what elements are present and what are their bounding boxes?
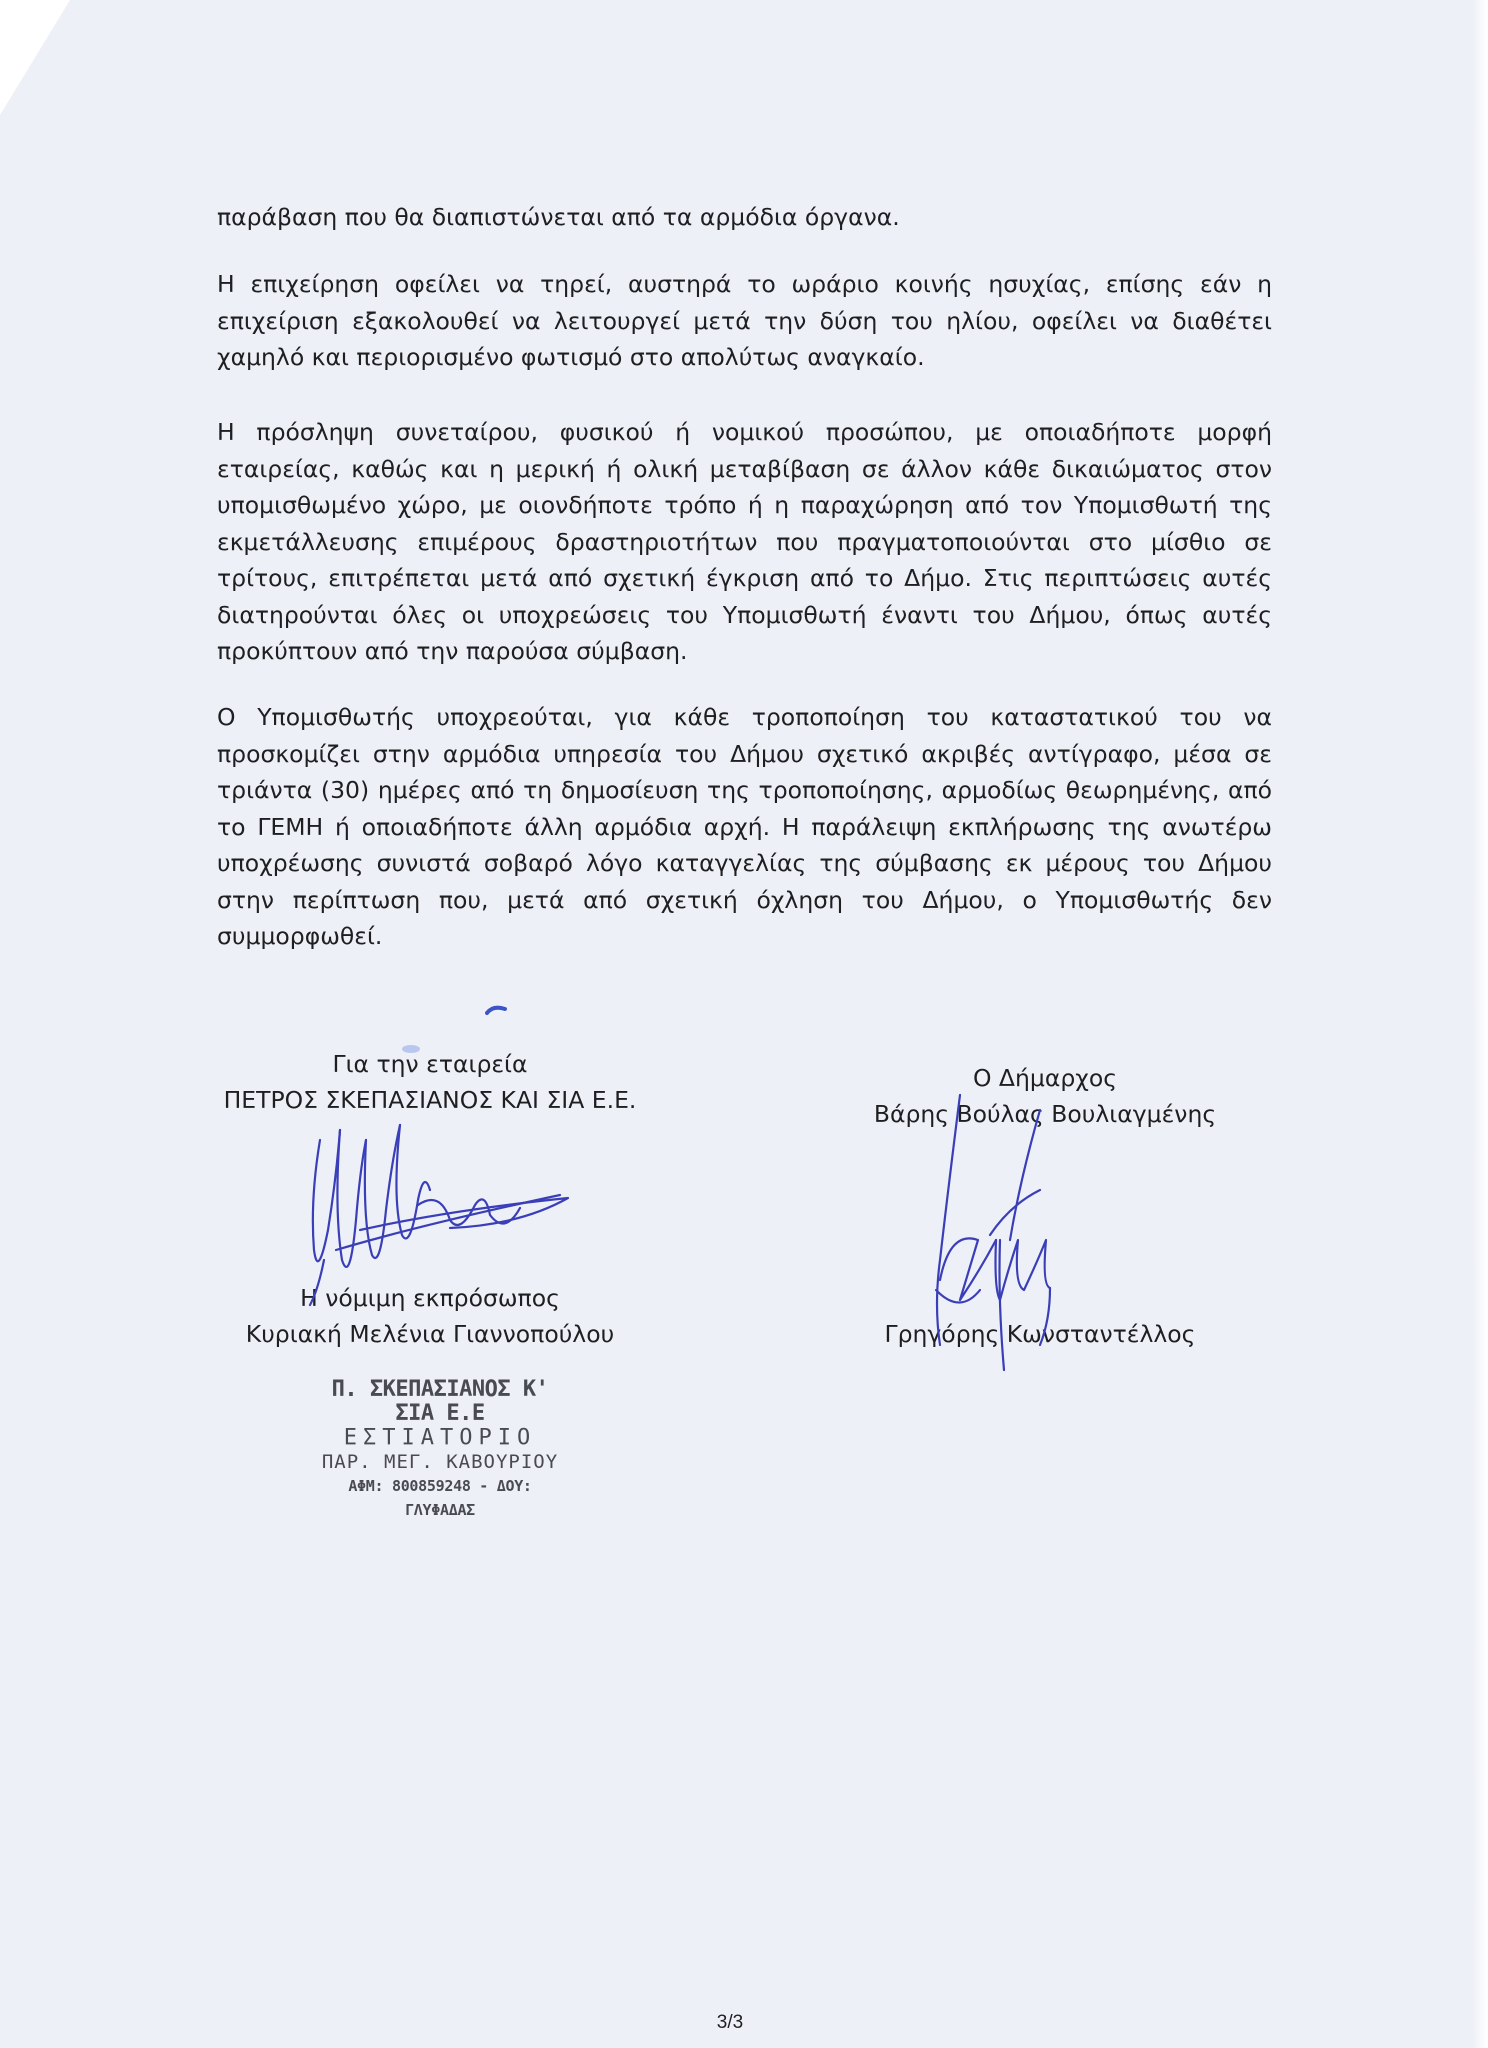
right-role: Ο Δήμαρχος bbox=[972, 1064, 1118, 1092]
paragraph-1: παράβαση που θα διαπιστώνεται από τα αρμόδια όργανα. bbox=[217, 203, 900, 231]
stamp-line-1: Π. ΣΚΕΠΑΣΙΑΝΟΣ Κ' ΣΙΑ Ε.Ε bbox=[331, 1377, 549, 1426]
right-name: Γρηγόρης Κωνσταντέλλος bbox=[884, 1320, 1196, 1348]
left-name: Κυριακή Μελένια Γιαννοπούλου bbox=[245, 1320, 615, 1348]
paragraph-2: Η επιχείρηση οφείλει να τηρεί, αυστηρά το ωράριο κοινής ησυχίας, επίσης εάν η επιχείριση εξακολουθεί να λειτουργεί μετά την δύση του ηλίου, οφείλει να διαθέτει χαμηλό και περιορισμένο φωτισμό στο απολύτως αναγκαίο. bbox=[217, 270, 1272, 371]
stamp-line-3: ΠΑΡ. ΜΕΓ. ΚΑΒΟΥΡΙΟΥ bbox=[321, 1451, 559, 1473]
paragraph-3: Η πρόσληψη συνεταίρου, φυσικού ή νομικού προσώπου, με οποιαδήποτε μορφή εταιρείας, καθώς και η μερική ή ολική μεταβίβαση σε άλλον κάθε δικαιώματος στον υπομισθωμένο χώρο, με οιονδήποτε τρόπο ή η παραχώρηση από τον Υπομισθωτή της εκμετάλλευσης επιμέρους δραστηριοτήτων που πραγματοποιούνται στο μίσθιο σε τρίτους, επιτρέπεται μετά από σχετική έγκριση από το Δήμο. Στις περιπτώσεις αυτές διατηρούνται όλες οι υποχρεώσεις του Υπομισθωτή έναντι του Δήμου, όπως αυτές προκύπτουν από την παρούσα σύμβαση. bbox=[217, 418, 1272, 665]
stamp-line-2: ΕΣΤΙΑΤΟΡΙΟ bbox=[343, 1425, 537, 1450]
left-signatory bbox=[190, 1046, 670, 1118]
left-for-label: Για την εταιρεία bbox=[332, 1050, 528, 1078]
page-number: 3/3 bbox=[716, 2012, 744, 2033]
ink-mark bbox=[485, 1003, 509, 1017]
company-stamp bbox=[315, 1378, 565, 1522]
left-company-name: ΠΕΤΡΟΣ ΣΚΕΠΑΣΙΑΝΟΣ ΚΑΙ ΣΙΑ Ε.Ε. bbox=[223, 1086, 637, 1114]
right-signature bbox=[900, 1090, 1100, 1390]
right-municipality: Βάρης Βούλας Βουλιαγμένης bbox=[873, 1100, 1217, 1128]
left-role: Η νόμιμη εκπρόσωπος bbox=[300, 1284, 560, 1312]
left-signature bbox=[300, 1110, 600, 1310]
stamp-line-4: ΑΦΜ: 800859248 - ΔΟΥ: ΓΛΥΦΑΔΑΣ bbox=[348, 1477, 532, 1519]
folded-corner bbox=[0, 0, 70, 115]
paragraph-4: Ο Υπομισθωτής υποχρεούται, για κάθε τροποποίηση του καταστατικού του να προσκομίζει στην αρμόδια υπηρεσία του Δήμου σχετικό ακριβές αντίγραφο, μέσα σε τριάντα (30) ημέρες από τη δημοσίευση της τροποποίησης, αρμοδίως θεωρημένης, από το ΓΕΜΗ ή οποιαδήποτε άλλη αρμόδια αρχή. Η παράλειψη εκπλήρωσης της ανωτέρω υποχρέωσης συνιστά σοβαρό λόγο καταγγελίας της σύμβασης εκ μέρους του Δήμου στην περίπτωση που, μετά από σχετική όχληση του Δήμου, ο Υπομισθωτής δεν συμμορφωθεί. bbox=[217, 703, 1272, 950]
page-edge bbox=[1472, 0, 1488, 2048]
